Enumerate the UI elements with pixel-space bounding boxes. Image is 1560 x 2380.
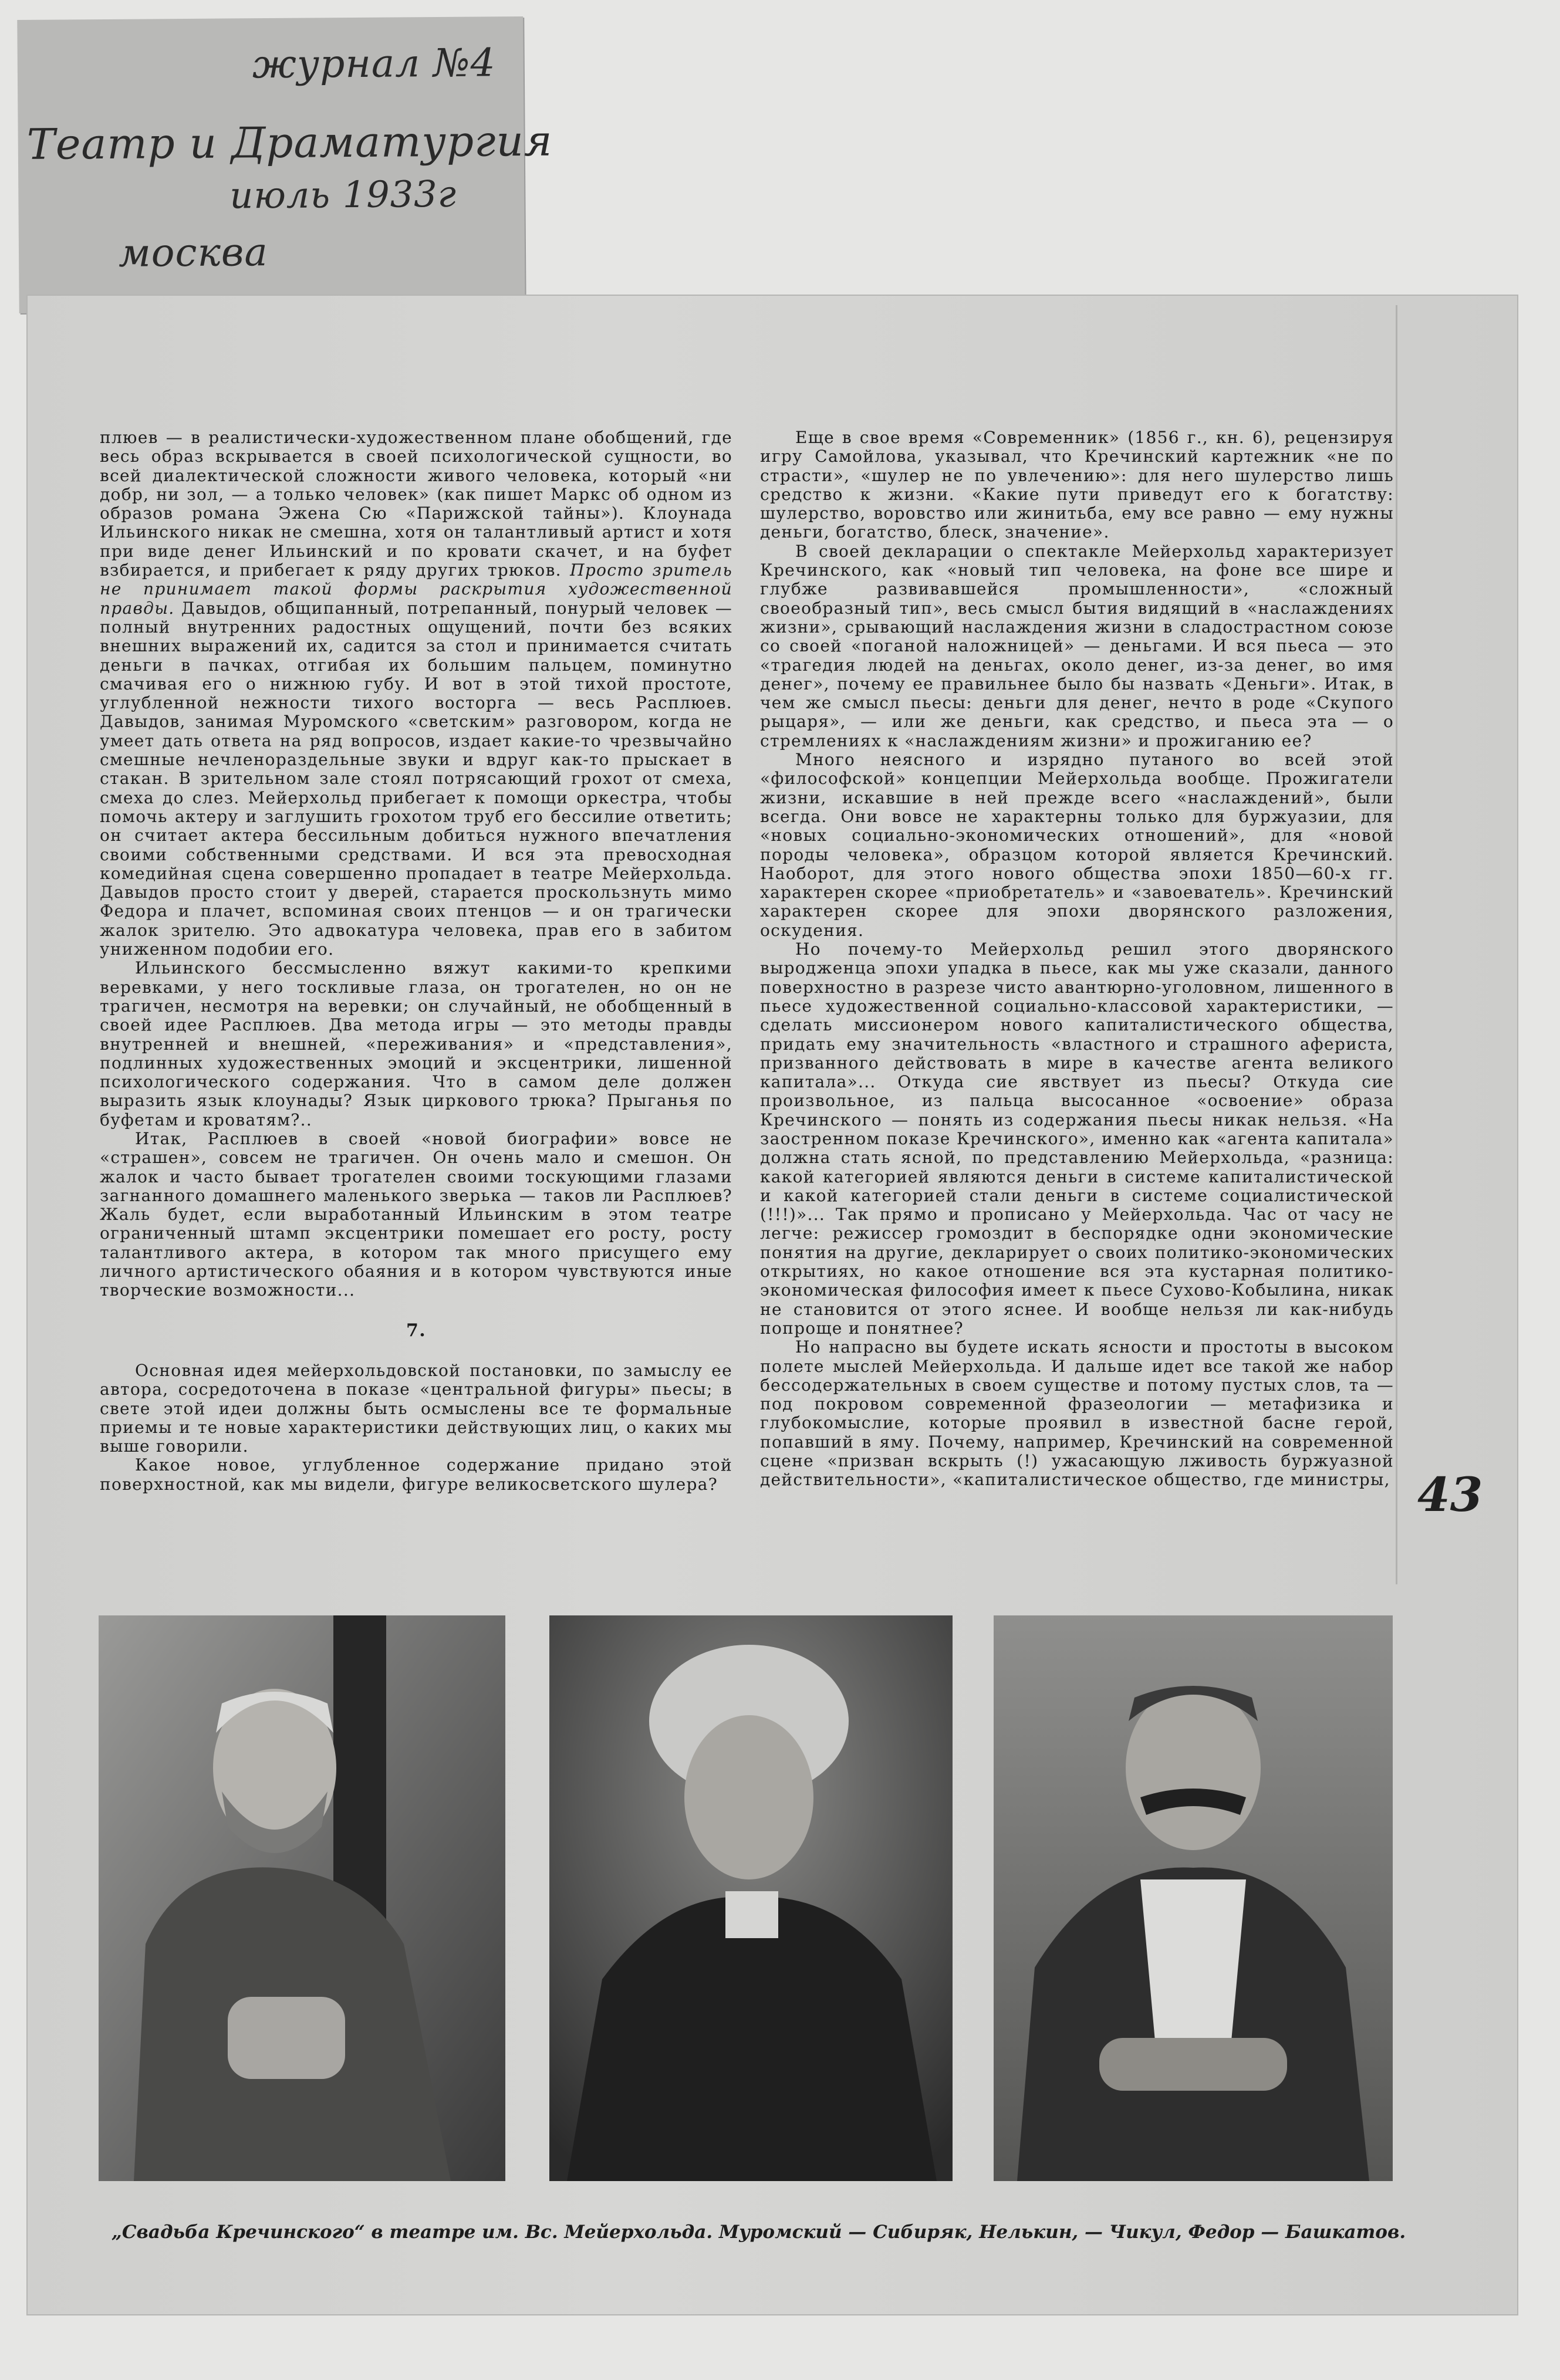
left-text-column xyxy=(100,428,732,1494)
paragraph: Какое новое, углубленное содержание придано этой поверхностной, как мы видели, фигуре великосветского шулера? xyxy=(100,1455,732,1494)
paragraph: Но почему-то Мейерхольд решил этого дворянского выродженца эпохи упадка в пьесе, как мы уже сказали, данного поверхностно в разрезе чисто авантюрно-уголовном, лишенного в пьесе художественной социально-классовой характеристики, — сделать миссионером нового капиталистического общества, придать ему значительность «властного и страшного афериста, призванного действовать в мире в качестве агента великого капитала»... Откуда сие явствует из пьесы? Откуда сие произвольное, из пальца высосанное «освоение» образа Кречинского — понять из содержания пьесы никак нельзя. «На заостренном показе Кречинского», именно как «агента капитала» должна стать ясной, по представлению Мейерхольда, «разница: какой категорией являются деньги в системе капиталистической и какой категорией стали деньги в системе социалистической (!!!)»... Так прямо и прописано у Мейерхольда. Час от часу не легче: режиссер громоздит в беспорядке одни экономические понятия на другие, декларирует о своих политико-экономических открытиях, но какое отношение вся эта кустарная политико-экономическая философия имеет к пьесе Сухово-Кобылина, никак не становится от этого яснее. И вообще нельзя ли как-нибудь попроще и понятнее? xyxy=(760,939,1394,1338)
note-line-title: Театр и Драматургия xyxy=(26,116,553,169)
paragraph: Ильинского бессмысленно вяжут какими-то крепкими веревками, у него тоскливые глаза, он трогателен, но он не трагичен, несмотря на веревки; он случайный, не обобщенный в своей идее Расплюев. Два метода игры — это методы правды внутренней и внешней, «переживания» и «представления», подлинных художественных эмоций и эксцентрики, лишенной психологического содержания. Что в самом деле должен выразить язык клоунады? Язык циркового трюка? Прыганья по буфетам и кроватям?.. xyxy=(100,958,732,1130)
right-text-column xyxy=(760,428,1394,1490)
page-number: 43 xyxy=(1417,1467,1483,1522)
text-span: Давыдов, общипанный, потрепанный, понурый человек — полный внутренних радостных ощущений, почти без всяких внешних выражений их, садится за стол и принимается считать деньги в пачках, отгибая их большим пальцем, поминутно смачивая его о нижнюю губу. И вот в этой тихой простоте, углубленной нежности тихого восторга — весь Расплюев. Давыдов, занимая Муромского «светским» разговором, когда не умеет дать ответа на ряд вопросов, издает какие-то чрезвычайно смешные нечленораздельные звуки и вдруг как-то прыскает в стакан. В зрительном зале стоял потрясающий грохот от смеха, смеха до слез. Мейерхольд прибегает к помощи оркестра, чтобы помочь актеру и заглушить грохотом труб его бессилие ответить; он считает актера бессильным добиться нужного впечатления своими собственными средствами. И вся эта превосходная комедийная сцена совершенно пропадает в театре Мейерхольда. Давыдов просто стоит у дверей, старается проскользнуть мимо Федора и плачет, вспоминая своих птенцов — и он трагически жалок зрителю. Это адвокатура человека, прав его в забитом униженном подобии его. xyxy=(100,598,732,959)
photo-muromsky xyxy=(99,1615,505,2181)
italic-emphasis: Просто зритель не принимает такой формы раскрытия художественной правды. xyxy=(100,560,732,618)
paragraph: Итак, Расплюев в своей «новой биографии» вовсе не «страшен», совсем не трагичен. Он очень мало и смешон. Он жалок и часто бывает трогателен своими тоскующими глазами загнанного домашнего маленького зверька — таков ли Расплюев? Жаль будет, если выработанный Ильинским в этом театре ограниченный штамп эксцентрики помешает его росту, росту талантливого актера, в котором так много присущего ему личного артистического обаяния и в котором чувствуются иные творческие возможности... xyxy=(100,1128,732,1300)
handwritten-note xyxy=(17,16,553,313)
section-number: 7. xyxy=(406,1320,426,1341)
paragraph: Много неясного и изрядно путаного во всей этой «философской» концепции Мейерхольда вообще. Прожигатели жизни, искавшие в ней прежде всего «наслаждений», были всегда. Они вовсе не характерны только для буржуазии, для «новых социально-экономических отношений», для «новой породы человека», образцом которой является Кречинский. Наоборот, для этого нового общества эпохи 1850—60-х гг. характерен скорее «приобретатель» и «завоеватель». Кречинский характерен скорее для эпохи дворянского разложения, оскудения. xyxy=(760,750,1394,940)
paragraph: Еще в свое время «Современник» (1856 г., кн. 6), рецензируя игру Самойлова, указывал, что Кречинский картежник «не по страсти», «шулер не по увлечению»: для него шулерство лишь средство к жизни. «Какие пути приведут его к богатству: шулерство, воровство или жинитьба, ему все равно — ему нужны деньги, богатство, блеск, значение». xyxy=(760,428,1394,542)
photo-fedor xyxy=(994,1615,1393,2181)
note-line-date: июль 1933г xyxy=(229,172,457,217)
paragraph xyxy=(100,428,732,959)
note-line-journal: журнал №4 xyxy=(252,40,496,87)
paragraph: В своей декларации о спектакле Мейерхольд характеризует Кречинского, как «новый тип человека, на фоне все шире и глубже развивавшейся промышленности», «сложный своеобразный тип», весь смысл бытия видящий в «наслаждениях жизни», срывающий наслаждения жизни в сладострастном союзе со своей «поганой наложницей» — деньгами. И вся пьеса — это «трагедия людей на деньгах, около денег, из-за денег, во имя денег», почему ее правильнее было бы назвать «Деньги». Итак, в чем же смысл пьесы: деньги для денег, нечто в роде «Скупого рыцаря», — или же деньги, как средство, и пьеса эта — о стремлениях к «наслаждениям жизни» и прожиганию ее? xyxy=(760,541,1394,750)
text-span: плюев — в реалистически-художественном плане обобщений, где весь образ вскрывается в своей психологической сущности, во всей диалектической сложности живого человека, который «ни добр, ни зол, — а только человек» (как пишет Маркс об одном из образов романа Эжена Сю «Парижской тайны»). Клоунада Ильинского никак не смешна, хотя он талантливый артист и хотя при виде денег Ильинский и по кровати скачет, и на буфет взбирается, и прибегает к ряду других трюков. xyxy=(100,428,732,580)
paragraph: Но напрасно вы будете искать ясности и простоты в высоком полете мыслей Мейерхольда. И дальше идет все такой же набор бессодержательных в своем существе и потому пустых слов, та — под покровом современной фразеологии — метафизика и глубокомыслие, которые проявил в известной басне герой, попавший в яму. Почему, например, Кречинский на современной сцене «призван вскрыть (!) ужасающую лживость буржуазной действительности», «капиталистическое общество, где министры, xyxy=(760,1337,1394,1490)
photo-nelkin xyxy=(549,1615,953,2181)
note-line-city: москва xyxy=(118,229,268,276)
page-fold-line xyxy=(1396,305,1397,1584)
paragraph: Основная идея мейерхольдовской постановки, по замыслу ее автора, сосредоточена в показе «центральной фигуры» пьесы; в свете этой идеи должны быть осмыслены все те формальные приемы и те новые характеристики действующих лиц, о каких мы выше говорили. xyxy=(100,1360,732,1456)
photo-caption: „Свадьба Кречинского“ в театре им. Вс. Мейерхольда. Муромский — Сибиряк, Нелькин, — Чикул, Федор — Башкатов. xyxy=(112,2222,1406,2243)
